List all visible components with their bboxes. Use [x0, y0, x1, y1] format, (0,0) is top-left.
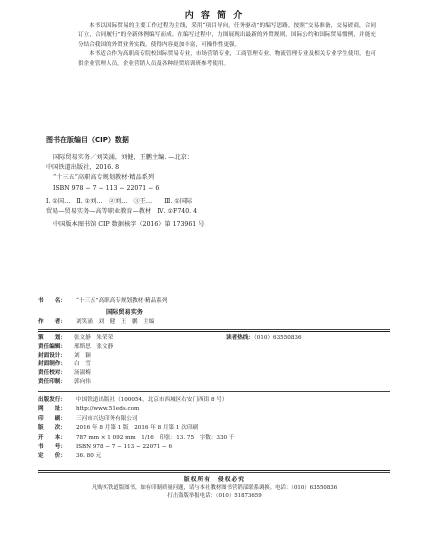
- pub-label: 定 价：: [38, 453, 66, 460]
- credit-value: 白 雪: [74, 361, 91, 368]
- pub-value: 36. 80 元: [76, 453, 102, 460]
- cip-heading: 图书在版编目（CIP）数据: [46, 136, 129, 144]
- cip-line: ISBN 978 − 7 − 113 − 22071 − 6: [53, 184, 160, 192]
- copyright-title: 版权所有 侵权必究: [183, 477, 246, 483]
- reader-hotline-label: 读者热线：: [226, 335, 254, 341]
- cip-line: 中国铁道出版社，2016. 8: [46, 164, 120, 172]
- credits-block: [38, 334, 390, 387]
- book-title: 国际贸易实务: [106, 309, 144, 316]
- pub-value: 三河市兴达印务有限公司: [76, 415, 138, 422]
- piracy-hotline: 打击盗版举报电话：（010）51873659: [167, 493, 262, 499]
- pub-label: 版 次：: [38, 425, 66, 432]
- pub-label: 出版发行：: [38, 397, 66, 403]
- credit-value: 刘 颖: [74, 352, 91, 359]
- pub-value: ISBN 978 − 7 − 113 − 22071 − 6: [76, 444, 173, 451]
- authors-label: 作 者：: [38, 319, 66, 325]
- divider-line: [38, 331, 390, 332]
- credit-label: 责任校对：: [38, 370, 66, 377]
- pub-label: 印 刷：: [38, 415, 66, 422]
- summary-body: [78, 22, 376, 69]
- credit-value: 郭向伟: [74, 378, 91, 385]
- pub-value: 中国铁道出版社（100054，北京市西城区右安门西街 8 号）: [76, 397, 228, 403]
- cip-line: 中国版本图书馆 CIP 数据核字（2016）第 173961 号: [53, 221, 205, 229]
- divider-line: [38, 391, 390, 392]
- credit-label: 封面设计：: [38, 352, 66, 359]
- credit-value: 邢斯思 张文静: [74, 343, 114, 350]
- copyright-block: [0, 476, 429, 500]
- publication-block: [38, 396, 390, 462]
- divider-line: [38, 470, 390, 471]
- pub-value: 787 mm × 1 092 mm 1/16 印张：13. 75 字数：330 千: [76, 434, 235, 441]
- reader-hotline: （010）63550836: [253, 335, 302, 341]
- cip-block: [46, 153, 366, 230]
- cip-line: 贸易—贸易实务—高等职业教育—教材 Ⅳ. ①F740. 4: [46, 208, 198, 216]
- credit-value: 张文静 朱荣荣: [74, 335, 114, 341]
- cip-line: “十三五”高职高专规划教材·精品系列: [53, 174, 155, 182]
- pub-value: 2016 年 8 月第 1 版 2016 年 8 月第 1 次印刷: [76, 425, 199, 432]
- divider-line: [38, 329, 390, 330]
- pub-value: http://www.51eds.com: [76, 406, 140, 413]
- credit-value: 汤淑梅: [74, 370, 91, 377]
- cip-line: Ⅰ. ①国… Ⅱ. ①刘… ②刘… ③王… Ⅲ. ①国际: [46, 197, 193, 205]
- series-name: “十三五”高职高专规划教材·精品系列: [76, 298, 168, 304]
- credit-label: 责任编辑：: [38, 343, 66, 350]
- pub-label: 网 址：: [38, 406, 66, 413]
- divider-line: [38, 472, 390, 473]
- summary-paragraph: 本书以国际贸易的主要工作过程为主线，采用“项目导向，任务驱动”的编写思路，按照“交易准备，交易磋商，合同订立，合同履行”的全新体例编写而成。在编写过程中，力图展现出最新的外贸规则，国际公约和国际贸易惯例，并能充分结合我国的外贸业务实践，使得内容更加丰富，可操作性更强。: [78, 23, 376, 48]
- series-label: 书 名：: [38, 298, 66, 304]
- authors: 刘笑涌 刘 健 王 鹏 主编: [76, 319, 155, 325]
- credit-label: 责任印制：: [38, 378, 66, 385]
- summary-paragraph: 本书适合作为高职高专院校国际贸易专业，市场营销专业，工商管理专业，物流管理专业及相关专业学生使用，也可供企业管理人员，企业营销人员及各种经贸培训班参考使用。: [78, 51, 376, 67]
- copyright-notice: 凡购买铁道版图书，如有印制质量问题，请与本社教材图书营销部联系调换。电话：（010）63550836: [91, 485, 338, 491]
- cip-line: 国际贸易实务／刘笑涌，刘健，王鹏主编. —北京：: [53, 154, 194, 161]
- pub-label: 开 本：: [38, 434, 66, 441]
- credit-label: 策 划：: [38, 335, 66, 341]
- credit-label: 封面制作：: [38, 361, 66, 368]
- summary-title: 内 容 简 介: [184, 11, 245, 21]
- book-info: [38, 296, 388, 327]
- pub-label: 书 号：: [38, 444, 66, 451]
